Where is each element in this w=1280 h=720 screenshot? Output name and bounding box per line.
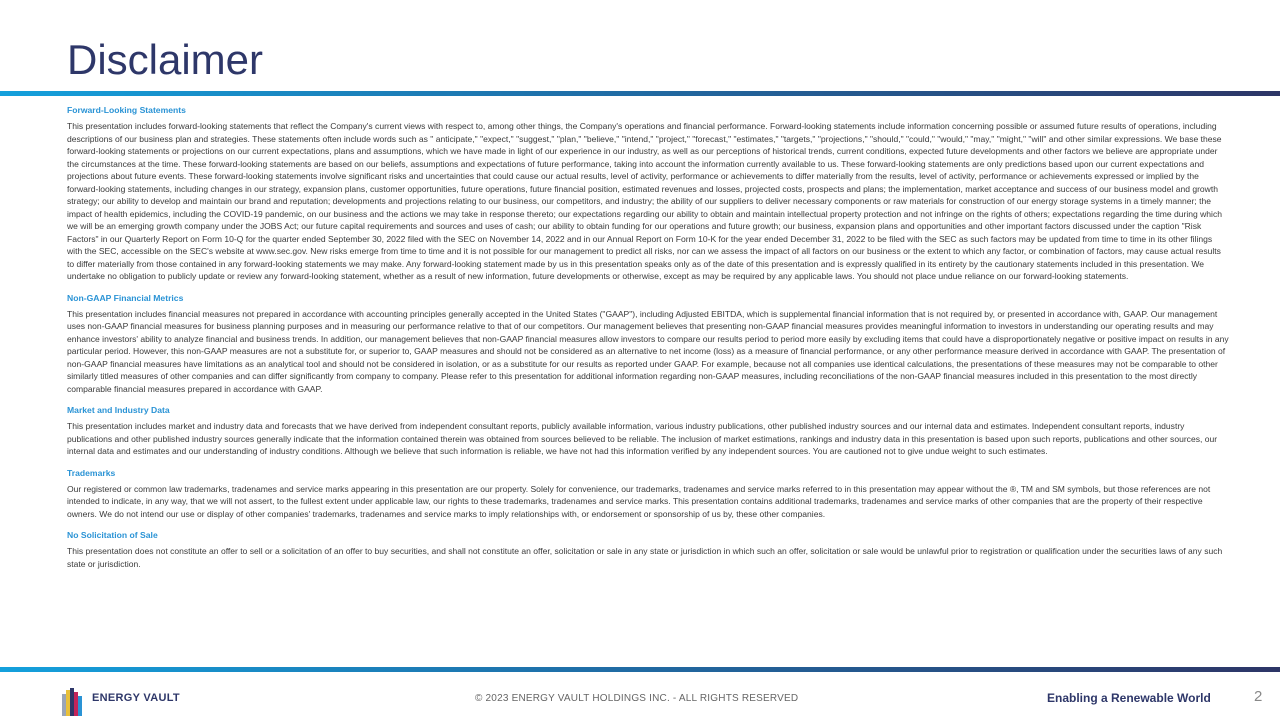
section-trademarks	[67, 467, 1229, 521]
section-heading: Non-GAAP Financial Metrics	[67, 292, 184, 303]
section-forward-looking	[67, 104, 1229, 283]
section-body: This presentation includes financial measures not prepared in accordance with accounting principles generally accepted in the United States ("GAAP"), including Adjusted EBITDA, which is supplemental financial information that is not required by, or presented in accordance with, GAAP. Our management uses non-GAAP financial measures for business planning purposes and in measuring our performance relative to that of our competitors. Our management believes that presenting non-GAAP financial measures provides meaningful information to investors in understanding our operating results and may enhance investors' ability to analyze financial and business trends. In addition, our management believes that non-GAAP financial measures allow investors to compare our results period to period more easily by excluding items that could have a disproportionately negative or positive impact on results in any particular period. However, this non-GAAP measures are not a substitute for, or superior to, GAAP measures and should not be considered as an alternative to net income (loss) as a measure of financial performance, or any other performance measure derived in accordance with GAAP. The presentation of non-GAAP financial measures have limitations as an analytical tool and should not be considered in isolation, or as a substitute for our results as reported under GAAP. For example, because not all companies use identical calculations, the presentations of these measures may not be comparable to other similarly titled measures of other companies and can differ significantly from company to company. Please refer to this presentation for additional information regarding non-GAAP measures, including reconciliations of the non-GAAP financial measures included in this presentation to the most directly comparable financial measures prepared in accordance with GAAP.	[67, 308, 1229, 394]
section-heading: Forward-Looking Statements	[67, 105, 186, 115]
section-body: This presentation includes forward-looking statements that reflect the Company's current views with respect to, among other things, the Company's operations and financial performance. Forward-looking statements include information concerning possible or assumed future results of operations, including descriptions of our business plan and strategies. These statements often include words such as " anticipate," "expect," "suggest," "plan," "believe," "intend," "project," "forecast," "estimates," "targets," "projections," "should," "could," "would," "may," "might," "will" and other similar expressions. We base these forward-looking statements or projections on our current expectations, plans and assumptions, which we have made in light of our experience in our industry, as well as our perceptions of historical trends, current conditions, expected future developments and other factors we believe are appropriate under the circumstances at the time. These forward-looking statements are based on our beliefs, assumptions and expectations of future performance, taking into account the information currently available to us. These forward-looking statements are only predictions based upon our current expectations and projections about future events. These forward-looking statements involve significant risks and uncertainties that could cause our actual results, level of activity, performance or achievements to differ materially from the results, level of activity, performance or achievements expressed or implied by the forward-looking statements, including changes in our strategy, expansion plans, customer opportunities, future operations, future financial position, estimated revenues and losses, projected costs, prospects and plans; the implementation, market acceptance and success of our business model and growth strategy; our ability to develop and maintain our brand and reputation; developments and projections relating to our business, our competitors, and industry; the ability of our suppliers to deliver necessary components or raw materials for construction of our energy storage systems in a timely manner; the impact of health epidemics, including the COVID-19 pandemic, on our business and the actions we may take in response thereto; our expectations regarding our ability to obtain and maintain intellectual property protection and not infringe on the rights of others; expectations regarding the time during which we will be an emerging growth company under the JOBS Act; our future capital requirements and sources and uses of cash; our ability to obtain funding for our operations and future growth; our business, expansion plans and opportunities and other important factors discussed under the caption "Risk Factors" in our Quarterly Report on Form 10-Q for the quarter ended September 30, 2022 filed with the SEC on November 14, 2022 and in our Annual Report on Form 10-K for the year ended December 31, 2022 to be filed with the SEC as such factors may be updated from time to time in its other filings with the SEC, accessible on the SEC's website at www.sec.gov. New risks emerge from time to time and it is not possible for our management to predict all risks, nor can we assess the impact of all factors on our business or the extent to which any factor, or combination of factors, may cause actual results to differ materially from those contained in any forward-looking statements we may make. Any forward-looking statement made by us in this presentation speaks only as of the date of this presentation and is expressly qualified in its entirety by the cautionary statements included in this presentation. We undertake no obligation to publicly update or review any forward-looking statement, whether as a result of new information, future developments or otherwise, except as may be required by any applicable laws. You should not place undue reliance on our forward-looking statements.	[67, 121, 1222, 281]
section-heading: No Solicitation of Sale	[67, 530, 158, 540]
footer-tagline: Enabling a Renewable World	[1047, 691, 1211, 705]
footer-brand: ENERGY VAULT	[92, 692, 180, 704]
header-divider	[0, 91, 1280, 96]
section-non-gaap	[67, 292, 1229, 396]
section-no-solicitation	[67, 529, 1229, 570]
page-number: 2	[1254, 688, 1263, 705]
disclaimer-content	[67, 104, 1229, 570]
footer-copyright: © 2023 ENERGY VAULT HOLDINGS INC. - ALL RIGHTS RESERVED	[475, 693, 799, 704]
section-heading: Market and Industry Data	[67, 405, 170, 415]
section-body: This presentation does not constitute an offer to sell or a solicitation of an offer to buy securities, and shall not constitute an offer, solicitation or sale in any state or jurisdiction in which such an offer, solicitation or sale would be unlawful prior to registration or qualification under the securities laws of any such state or jurisdiction.	[67, 546, 1223, 569]
energy-vault-logo-icon	[62, 688, 84, 716]
page-title: Disclaimer	[67, 36, 264, 83]
section-body: This presentation includes market and industry data and forecasts that we have derived from independent consultant reports, publicly available information, various industry publications, other published industry sources and our internal data and estimates. Independent consultant reports, industry publications and other published industry sources generally indicate that the information contained therein was obtained from sources believed to be reliable. The inclusion of market estimations, rankings and industry data in this presentation is based upon such reports, publications and other sources, our internal data and estimates and our understanding of industry conditions. Although we believe that such information is reliable, we have not had this information verified by any independent sources. You are cautioned not to give undue weight to such estimates.	[67, 421, 1218, 456]
section-heading: Trademarks	[67, 467, 116, 478]
section-market-data	[67, 404, 1229, 458]
section-body: Our registered or common law trademarks, tradenames and service marks appearing in this presentation are our property. Solely for convenience, our trademarks, tradenames and service marks referred to in this presentation may appear without the ®, TM and SM symbols, but those references are not intended to indicate, in any way, that we will not assert, to the fullest extent under applicable law, our rights to these trademarks, tradenames and service marks. This presentation contains additional trademarks, tradenames and service marks of other companies that are the property of their respective owners. We do not intend our use or display of other companies' trademarks, tradenames and service marks to imply relationships with, or endorsement or sponsorship of us by, these other companies.	[67, 483, 1211, 519]
